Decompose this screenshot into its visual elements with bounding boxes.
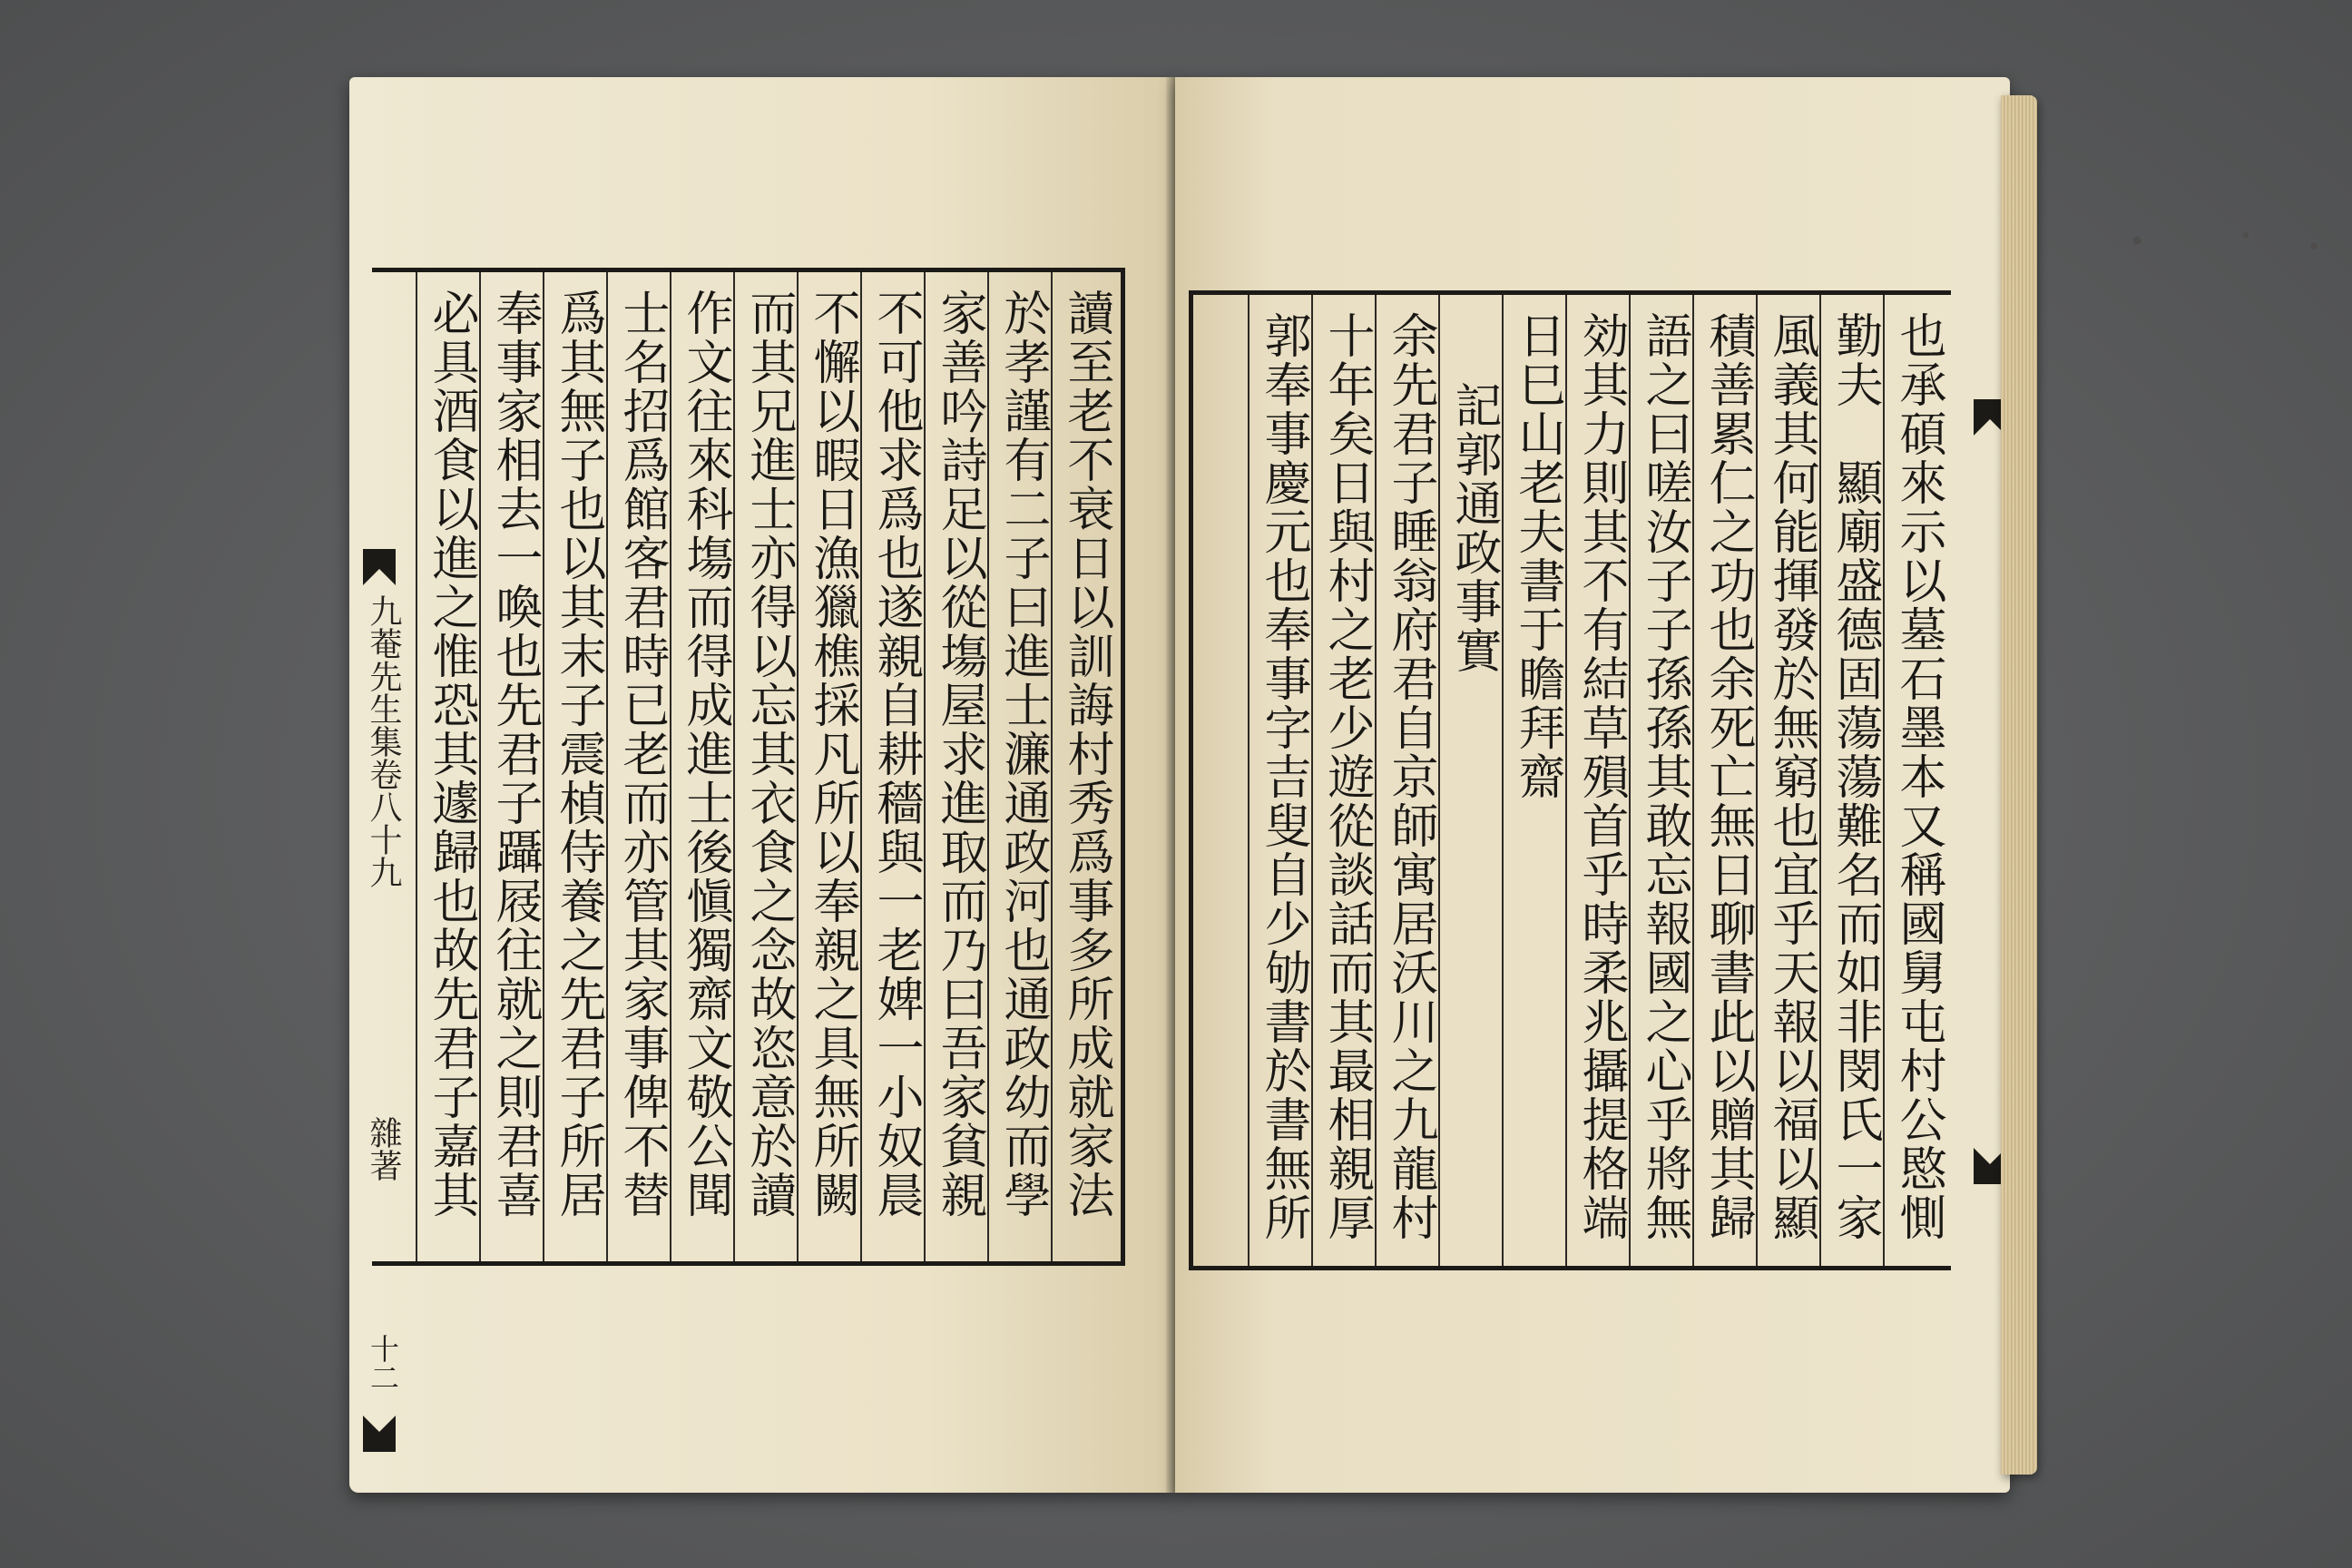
section-label: 雜著 [365, 1116, 402, 1181]
text-column: 風義其何能揮發於無窮也宜乎天報以福以顯 [1756, 295, 1827, 1266]
text-column: 郭奉事慶元也奉事字吉叟自少劬書於書無所 [1248, 295, 1318, 1266]
page-edges [2001, 95, 2037, 1475]
text-column: 不可他求爲也遂親自耕穡與一老婢一小奴晨 [860, 272, 931, 1261]
text-column: 爲其無子也以其末子震楨侍養之先君子所居 [543, 272, 613, 1261]
text-column: 奉事家相去一喚也先君子躡屐往就之則君喜 [479, 272, 550, 1261]
text-column: 十年矣日與村之老少遊從談話而其最相親厚 [1311, 295, 1382, 1266]
text-column: 也承碩來示以墓石墨本又稱國舅屯村公愍惻 [1883, 295, 1954, 1266]
text-column: 作文往來科塲而得成進士後愼獨齋文敬公聞 [670, 272, 740, 1261]
text-column: 必具酒食以進之惟恐其遽歸也故先君子嘉其 [416, 272, 486, 1261]
fishtail-mark-icon [363, 1416, 396, 1452]
text-column: 而其兄進士亦得以忘其衣食之念故恣意於讀 [733, 272, 804, 1261]
text-column: 士名招爲館客君時已老而亦管其家事俾不替 [606, 272, 677, 1261]
fishtail-mark-icon [363, 549, 396, 585]
folio-number: 十二 [366, 1334, 400, 1392]
left-text-frame [365, 268, 1125, 1392]
center-fold-strip [365, 463, 402, 1461]
section-heading: 記郭通政事實 [1438, 295, 1509, 1266]
text-column: 日巳山老夫書于瞻拜齋 [1502, 295, 1573, 1266]
book-title: 九菴先生集卷八十九 [365, 594, 402, 888]
text-column: 不懈以暇日漁獵樵採凡所以奉親之具無所闕 [797, 272, 867, 1261]
text-column: 積善累仁之功也余死亡無日聊書此以贈其歸 [1692, 295, 1763, 1266]
ink-spots [2082, 213, 2352, 268]
right-text-frame [1189, 290, 1951, 1270]
open-book [340, 77, 2046, 1493]
text-column: 於孝謹有二子曰進士濂通政河也通政幼而學 [987, 272, 1058, 1261]
text-column: 効其力則其不有結草殞首乎時柔兆攝提格端 [1565, 295, 1636, 1266]
text-column: 讀至老不衰日以訓誨村秀爲事多所成就家法 [1051, 272, 1122, 1261]
left-page [349, 77, 1175, 1493]
text-column: 余先君子睡翁府君自京師寓居沃川之九龍村 [1375, 295, 1446, 1266]
text-column: 勤夫 顯廟盛德固蕩蕩難名而如非閔氏一家 [1819, 295, 1890, 1266]
text-column: 家善吟詩足以從塲屋求進取而乃曰吾家貧親 [924, 272, 995, 1261]
text-column: 語之曰嗟汝子子孫孫其敢忘報國之心乎將無 [1629, 295, 1700, 1266]
